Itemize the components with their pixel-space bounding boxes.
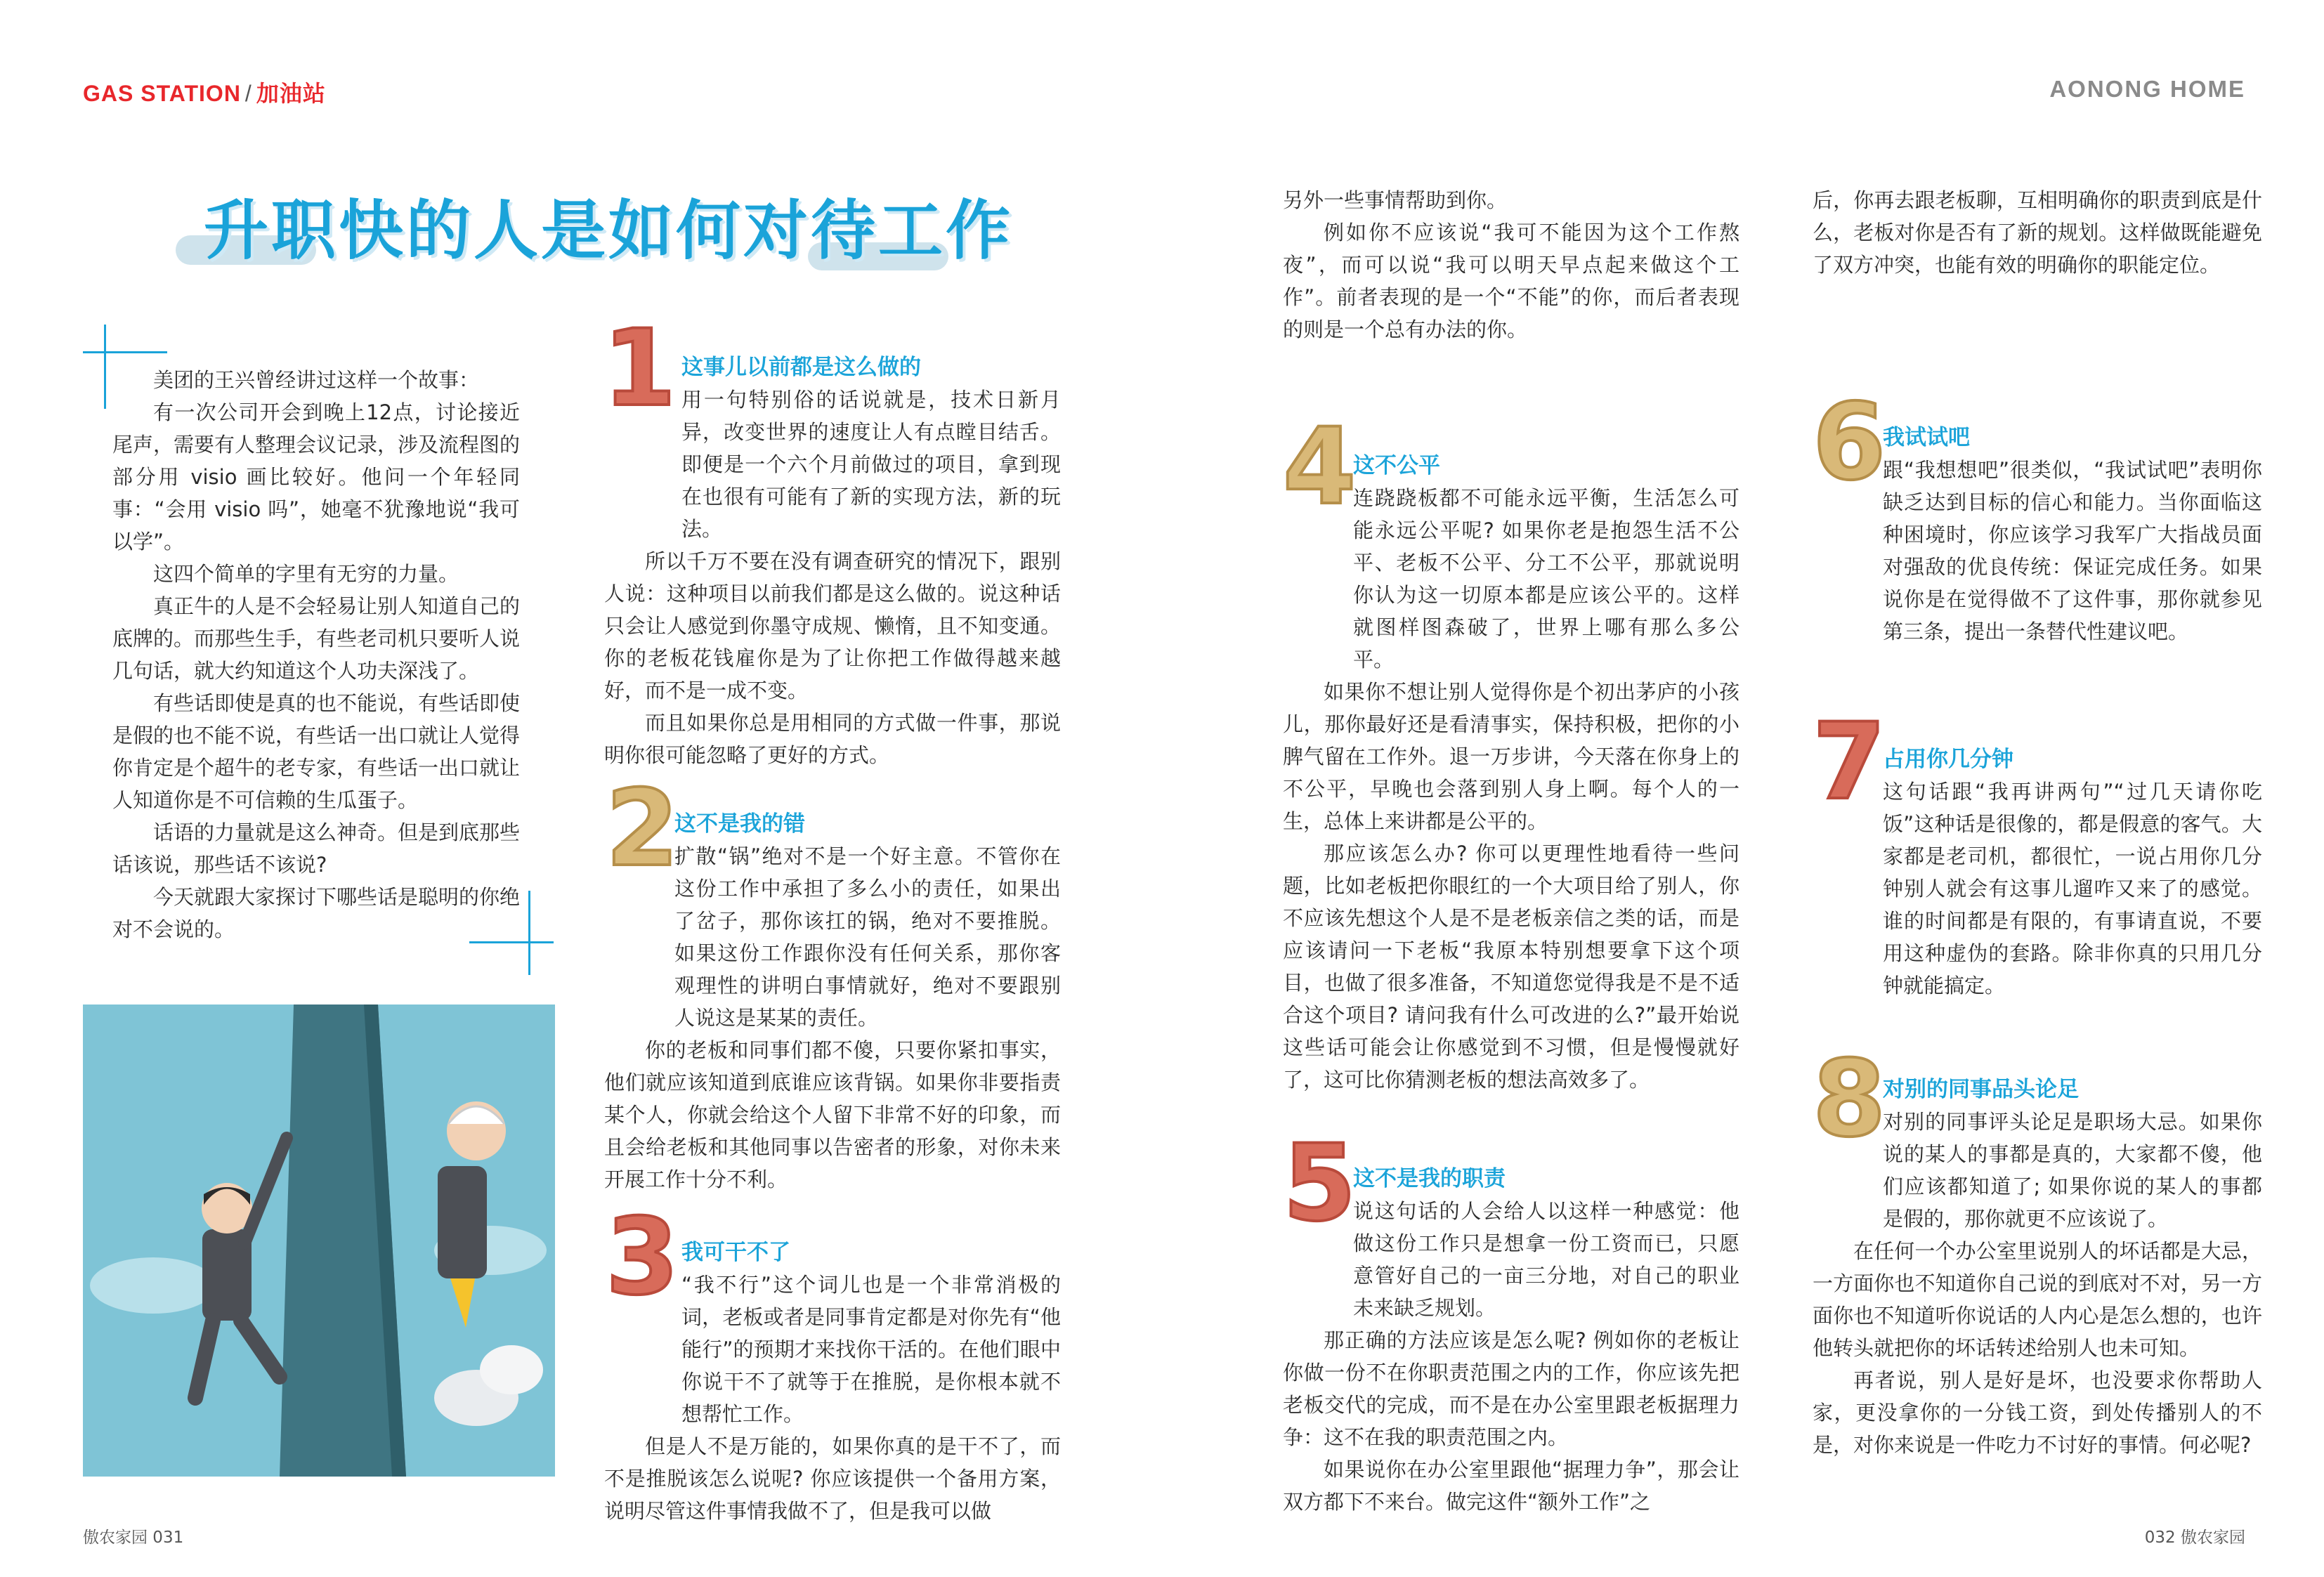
brand-label: GAS STATION xyxy=(83,81,241,106)
section-para: 这句话跟“我再讲两句”“过几天请你吃饭”这种话是很像的，都是假意的客气。大家都是老司机，都很忙，一说占用你几分钟别人就会有这事儿遛咋又来了的感觉。谁的时间都是有限的，有事请直说，不要用这种虚伪的套路。除非你真的只用几分钟就能搞定。 xyxy=(1883,780,2262,997)
page-number-left: 傲农家园 031 xyxy=(83,1529,184,1547)
cross-decoration xyxy=(528,891,530,975)
section-title: 这不公平 xyxy=(1353,453,1440,478)
section-title: 这不是我的错 xyxy=(674,811,805,837)
brand-separator: / xyxy=(244,81,252,106)
section-para: 再者说，别人是好是坏，也没要求你帮助人家，更没拿你的一分钱工资，到处传播别人的不是，对你来说是一件吃力不讨好的事情。何必呢? xyxy=(1813,1368,2262,1457)
section-para: 另外一些事情帮助到你。 xyxy=(1283,188,1508,212)
intro-column xyxy=(112,364,520,945)
section-para: 但是人不是万能的，如果你真的是干不了，而不是推脱该怎么说呢? 你应该提供一个备用方案，说明尽管这件事情我做不了，但是我可以做 xyxy=(604,1434,1061,1523)
section-6 xyxy=(1813,421,2262,648)
section-para: 说这句话的人会给人以这样一种感觉：他做这份工作只是想拿一份工资而已，只愿意管好自己的一亩三分地，对自己的职业未来缺乏规划。 xyxy=(1353,1199,1739,1320)
section-number: 4 xyxy=(1283,406,1357,528)
section-number: 3 xyxy=(606,1196,679,1318)
section-number: 6 xyxy=(1813,381,1886,504)
section-number: 5 xyxy=(1283,1123,1357,1245)
section-para: 所以千万不要在没有调查研究的情况下，跟别人说：这种项目以前我们都是这么做的。说这种话只会让人感觉到你墨守成规、懒惰，且不知变通。你的老板花钱雇你是为了让你把工作做得越来越好，而不是一成不变。 xyxy=(604,549,1061,702)
section-number: 7 xyxy=(1813,701,1886,823)
brand-label-cn: 加油站 xyxy=(256,81,326,106)
section-title: 对别的同事品头论足 xyxy=(1883,1077,2079,1102)
intro-para: 这四个简单的字里有无穷的力量。 xyxy=(153,562,459,586)
page-number-right: 032 傲农家园 xyxy=(2144,1529,2245,1547)
section-para: 跟“我想想吧”很类似，“我试试吧”表明你缺乏达到目标的信心和能力。当你面临这种困境时，你应该学习我军广大指战员面对强敌的优良传统：保证完成任务。如果说你是在觉得做不了这件事，那你就参见第三条，提出一条替代性建议吧。 xyxy=(1883,458,2262,643)
cross-decoration xyxy=(104,325,106,409)
cross-decoration xyxy=(83,351,167,353)
intro-para: 有些话即使是真的也不能说，有些话即使是假的也不能不说，有些话一出口就让人觉得你肯定是个超牛的老专家，有些话一出口就让人知道你是不可信赖的生瓜蛋子。 xyxy=(112,691,521,812)
intro-para: 今天就跟大家探讨下哪些话是聪明的你绝对不会说的。 xyxy=(112,885,521,941)
section-title: 我试试吧 xyxy=(1883,425,1970,450)
section-para: 扩散“锅”绝对不是一个好主意。不管你在这份工作中承担了多么小的责任，如果出了岔子，那你该扛的锅，绝对不要推脱。如果这份工作跟你没有任何关系，那你客观理性的讲明白事情就好，绝对不要跟别人说这是某某的责任。 xyxy=(674,844,1061,1030)
section-para: 如果你不想让别人觉得你是个初出茅庐的小孩儿，那你最好还是看清事实，保持积极，把你的小脾气留在工作外。退一万步讲，今天落在你身上的不公平，早晚也会落到别人身上啊。每个人的一生，总体上来讲都是公平的。 xyxy=(1283,680,1739,833)
section-number: 2 xyxy=(606,768,679,890)
section-para: 例如你不应该说“我可不能因为这个工作熬夜”，而可以说“我可以明天早点起来做这个工作”。前者表现的是一个“不能”的你，而后者表现的则是一个总有办法的你。 xyxy=(1283,221,1739,341)
intro-para: 真正牛的人是不会轻易让别人知道自己的底牌的。而那些生手，有些老司机只要听人说几句话，就大约知道这个人功夫深浅了。 xyxy=(112,594,521,683)
section-para: 连跷跷板都不可能永远平衡，生活怎么可能永远公平呢? 如果你老是抱怨生活不公平、老板不公平、分工不公平，那就说明你认为这一切原本都是应该公平的。这样就图样图森破了，世界上哪有那么多公平。 xyxy=(1353,486,1739,672)
section-title: 这事儿以前都是这么做的 xyxy=(681,355,921,380)
intro-para: 话语的力量就是这么神奇。但是到底那些话该说，那些话不该说? xyxy=(112,820,521,877)
section-label xyxy=(83,76,326,108)
section-number: 1 xyxy=(603,308,677,430)
section-3 xyxy=(604,1236,1061,1527)
section-4 xyxy=(1283,450,1739,1096)
section-title: 我可干不了 xyxy=(681,1240,790,1265)
continued-text xyxy=(1283,184,1739,346)
section-para: 用一句特别俗的话说就是，技术日新月异，改变世界的速度让人有点瞠目结舌。即便是一个六个月前做过的项目，拿到现在也很有可能有了新的实现方法，新的玩法。 xyxy=(681,388,1061,541)
section-1 xyxy=(604,351,1061,771)
section-8 xyxy=(1813,1073,2262,1461)
illustration xyxy=(83,1005,555,1477)
section-5 xyxy=(1283,1163,1739,1518)
section-para: 而且如果你总是用相同的方式做一件事，那说明你很可能忽略了更好的方式。 xyxy=(604,711,1061,767)
intro-para: 美团的王兴曾经讲过这样一个故事： xyxy=(153,368,480,392)
section-7 xyxy=(1813,743,2262,1002)
continued-text xyxy=(1813,184,2262,281)
section-para: 你的老板和同事们都不傻，只要你紧扣事实，他们就应该知道到底谁应该背锅。如果你非要指责某个人，你就会给这个人留下非常不好的印象，而且会给老板和其他同事以告密者的形象，对你未来开展工作十分不利。 xyxy=(604,1038,1061,1191)
section-para: 后，你再去跟老板聊，互相明确你的职责到底是什么，老板对你是否有了新的规划。这样做既能避免了双方冲突，也能有效的明确你的职能定位。 xyxy=(1813,188,2262,277)
section-2 xyxy=(604,808,1061,1196)
section-title: 占用你几分钟 xyxy=(1883,747,2013,772)
magazine-name: AONONG HOME xyxy=(2049,76,2245,102)
section-para: 那正确的方法应该是怎么呢? 例如你的老板让你做一份不在你职责范围之内的工作，你应该先把老板交代的完成，而不是在办公室里跟老板据理力争：这不在我的职责范围之内。 xyxy=(1283,1328,1739,1449)
career-illustration xyxy=(83,1005,555,1477)
section-para: 对别的同事评头论足是职场大忌。如果你说的某人的事都是真的，大家都不傻，他们应该都知道了; 如果你说的某人的事都是假的，那你就更不应该说了。 xyxy=(1883,1110,2262,1231)
section-para: “我不行”这个词儿也是一个非常消极的词，老板或者是同事肯定都是对你先有“他能行”的预期才来找你干活的。在他们眼中你说干不了就等于在推脱，是你根本就不想帮忙工作。 xyxy=(681,1273,1061,1426)
section-para: 那应该怎么办? 你可以更理性地看待一些问题，比如老板把你眼红的一个大项目给了别人，你不应该先想这个人是不是老板亲信之类的话，而是应该请问一下老板“我原本特别想要拿下这个项目，也做了很多准备，不知道您觉得我是不是不适合这个项目? 请问我有什么可改进的么?”最开始说这些话可能会让你感觉到不习惯，但是慢慢就好了，这可比你猜测老板的想法高效多了。 xyxy=(1283,842,1739,1092)
page-title: 升职快的人是如何对待工作 xyxy=(204,193,1014,268)
section-title: 这不是我的职责 xyxy=(1353,1166,1506,1191)
intro-para: 有一次公司开会到晚上12点，讨论接近尾声，需要有人整理会议记录，涉及流程图的部分用 visio 画比较好。他问一个年轻同事：“会用 visio 吗”，她毫不犹豫地说“我可以学”。 xyxy=(112,400,521,554)
section-para: 在任何一个办公室里说别人的坏话都是大忌，一方面你也不知道你自己说的到底对不对，另一方面你也不知道听你说话的人内心是怎么想的，也许他转头就把你的坏话转述给别人也未可知。 xyxy=(1813,1239,2262,1360)
section-number: 8 xyxy=(1813,1038,1886,1160)
section-para: 如果说你在办公室里跟他“据理力争”，那会让双方都下不来台。做完这件“额外工作”之 xyxy=(1283,1458,1739,1514)
